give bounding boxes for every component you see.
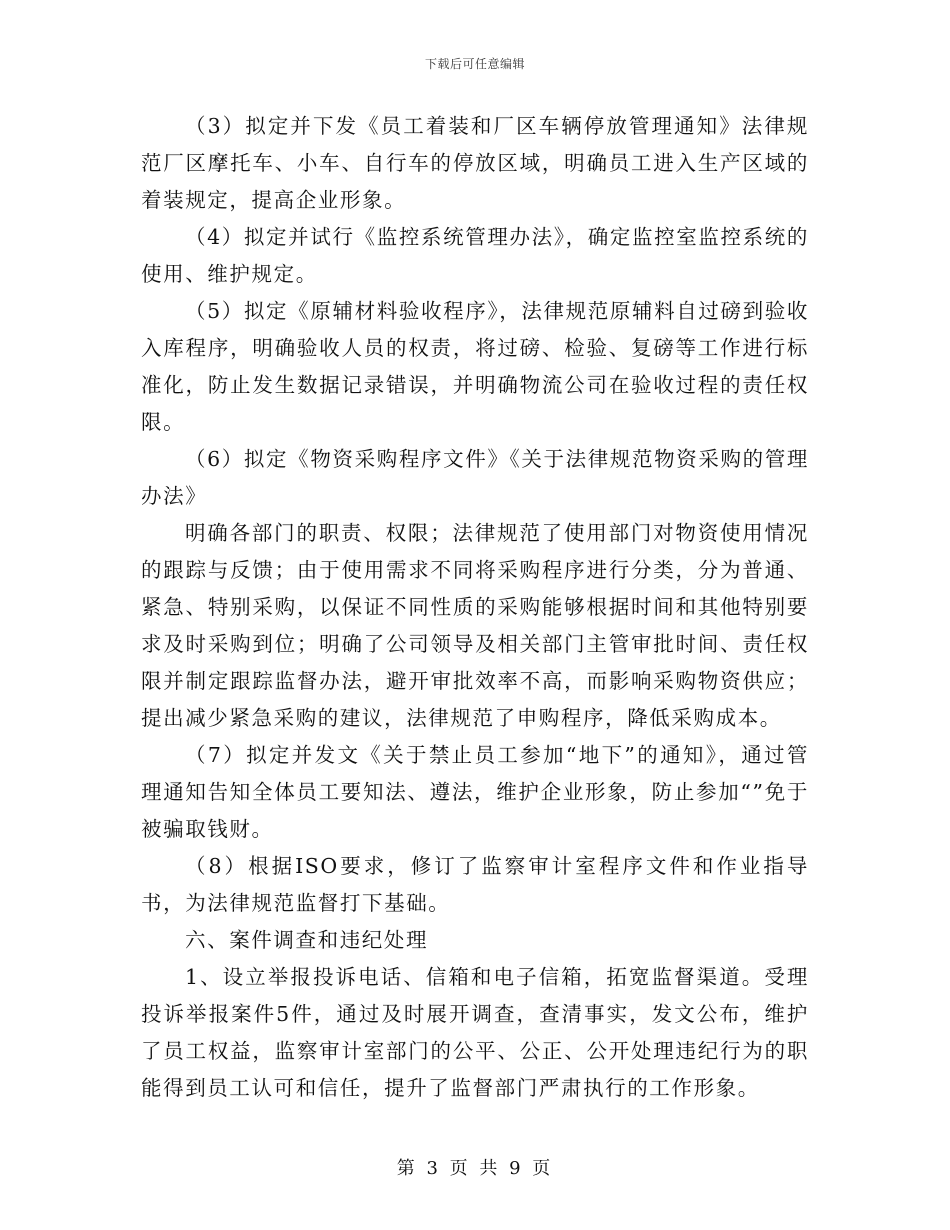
- paragraph-item-4: （4）拟定并试行《监控系统管理办法》，确定监控室监控系统的使用、维护规定。: [141, 225, 809, 286]
- paragraph-item-8: （8）根据ISO要求，修订了监察审计室程序文件和作业指导书，为法律规范监督打下基础。: [141, 854, 809, 915]
- paragraph-procurement-details: 明确各部门的职责、权限；法律规范了使用部门对物资使用情况的跟踪与反馈；由于使用需求不同将采购程序进行分类，分为普通、紧急、特别采购，以保证不同性质的采购能够根据时间和其他特别要求及时采购到位；明确了公司领导及相关部门主管审批时间、责任权限并制定跟踪监督办法，避开审批效率不高，而影响采购物资供应；提出减少紧急采购的建议，法律规范了申购程序，降低采购成本。: [141, 521, 809, 730]
- page-header-note: 下载后可任意编辑: [424, 57, 525, 71]
- paragraph-item-5: （5）拟定《原辅材料验收程序》，法律规范原辅料自过磅到验收入库程序，明确验收人员的权责，将过磅、检验、复磅等工作进行标准化，防止发生数据记录错误，并明确物流公司在验收过程的责任权限。: [141, 299, 809, 434]
- paragraph-section-6-item-1: 1、设立举报投诉电话、信箱和电子信箱，拓宽监督渠道。受理投诉举报案件5件，通过及时展开调查，查清事实，发文公布，维护了员工权益，监察审计室部门的公平、公正、公开处理违纪行为的职能得到员工认可和信任，提升了监督部门严肃执行的工作形象。: [141, 965, 809, 1100]
- page-number: 第 3 页 共 9 页: [396, 1158, 554, 1179]
- paragraph-item-6: （6）拟定《物资采购程序文件》《关于法律规范物资采购的管理办法》: [141, 447, 809, 508]
- paragraph-item-3: （3）拟定并下发《员工着装和厂区车辆停放管理通知》法律规范厂区摩托车、小车、自行车的停放区域，明确员工进入生产区域的着装规定，提高企业形象。: [141, 114, 809, 212]
- paragraph-item-7: （7）拟定并发文《关于禁止员工参加“地下”的通知》，通过管理通知告知全体员工要知法、遵法，维护企业形象，防止参加“”免于被骗取钱财。: [141, 743, 809, 841]
- section-heading-6: 六、案件调查和违纪处理: [185, 928, 429, 952]
- document-body: [141, 108, 809, 1107]
